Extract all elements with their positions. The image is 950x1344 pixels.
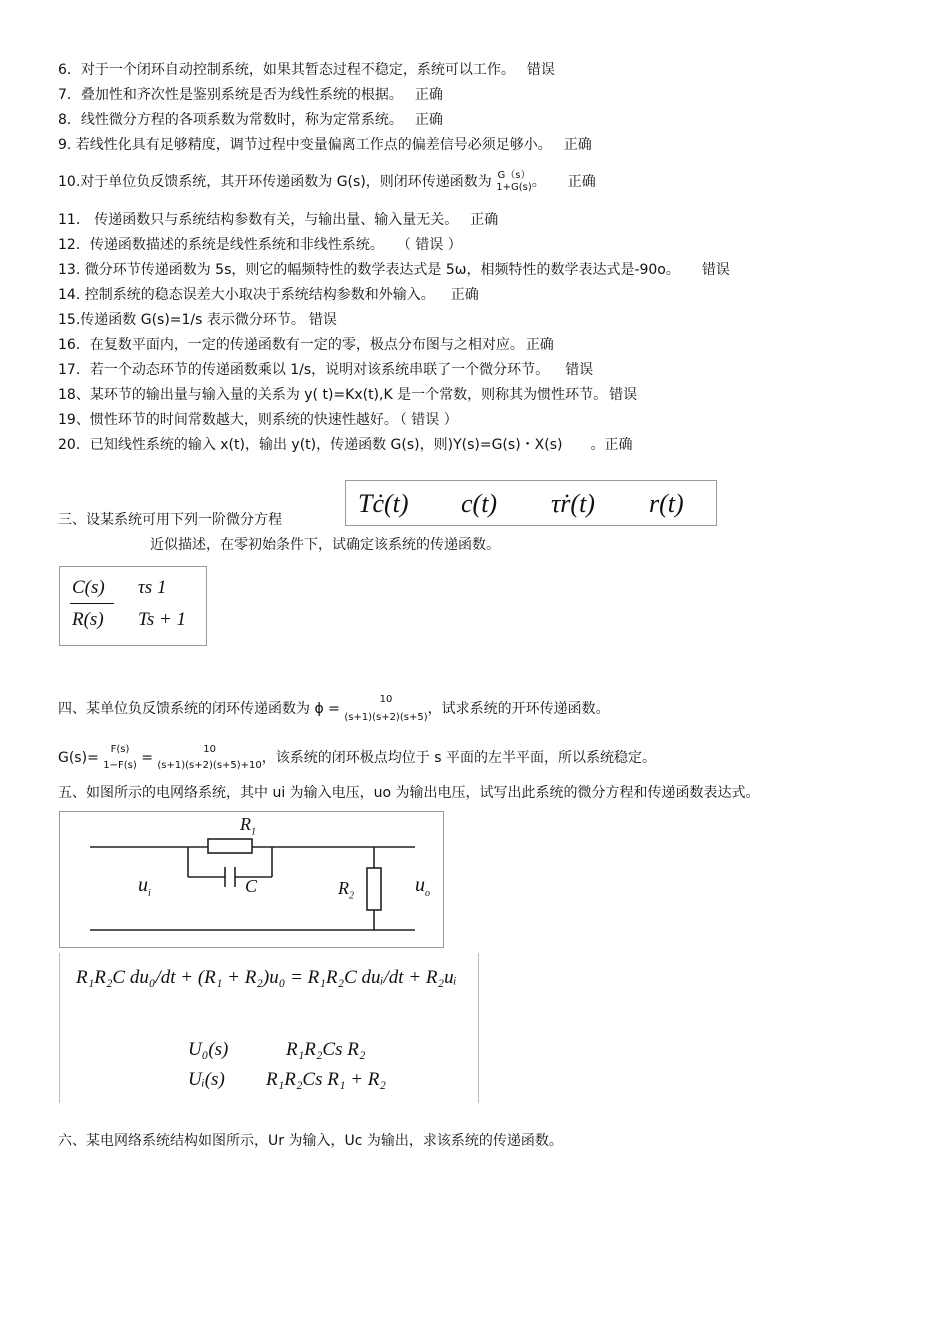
fraction-bar: [70, 603, 114, 604]
item-15: [58, 310, 337, 330]
g-fraction: [103, 744, 137, 772]
tf-bottom-left: Uᵢ(s): [188, 1069, 225, 1090]
item-text: 11． 传递函数只与系统结构参数有关，与输出量、输入量无关。: [58, 212, 459, 228]
q4-line1: [58, 694, 610, 724]
q3-line1: 三、设某系统可用下列一阶微分方程: [58, 512, 282, 528]
fraction-denominator: 1+G(s): [496, 182, 532, 193]
item-answer: 错误: [308, 312, 337, 328]
item-9: [58, 135, 592, 155]
item-text: 7．叠加性和齐次性是鉴别系统是否为线性系统的根据。: [58, 87, 403, 103]
item-text: 12．传递函数描述的系统是线性系统和非线性系统。: [58, 237, 384, 253]
r1-label: $R_1$: [240, 814, 256, 838]
item-answer: 错误: [526, 62, 555, 78]
q3-equation-image: [345, 480, 717, 526]
item-answer: 错误: [609, 387, 638, 403]
item-answer: 正确: [525, 337, 554, 353]
r2-label: $R_2$: [338, 878, 354, 902]
q5-equations-image: [59, 953, 479, 1103]
item-14: [58, 285, 479, 305]
item-text: 15.传递函数 G(s)=1/s 表示微分环节。: [58, 312, 305, 328]
fraction-numerator: G（s）: [497, 170, 531, 181]
item-answer: 错误: [565, 362, 594, 378]
item-text: 14. 控制系统的稳态误差大小取决于系统结构参数和外输入。: [58, 287, 435, 303]
q5-circuit-diagram: [59, 811, 444, 948]
tf-top-right: R₁R₂Cs R₂: [286, 1039, 366, 1060]
item-answer: 错误: [701, 262, 730, 278]
equals-sign: =: [141, 750, 153, 766]
item-12: [58, 235, 462, 255]
fraction-numerator: 10: [203, 744, 216, 755]
g2-fraction: [157, 744, 261, 772]
item-text: 18、某环节的输出量与输入量的关系为 y( t)=Kx(t),K 是一个常数，则称其为惯性环节。: [58, 387, 608, 403]
q4-text-post: ，试求系统的开环传递函数。: [427, 701, 610, 717]
item-text: 16．在复数平面内，一定的传递函数有一定的零，极点分布图与之相对应。: [58, 337, 524, 353]
item-18: [58, 385, 637, 405]
item-text: 6．对于一个闭环自动控制系统，如果其暂态过程不稳定，系统可以工作。: [58, 62, 515, 78]
tf-bottom-left: R(s): [72, 609, 104, 630]
q5-differential-equation: R₁R₂C du₀/dt + (R₁ + R₂)u₀ = R₁R₂C duᵢ/dt + R₂uᵢ: [76, 967, 457, 988]
fraction-numerator: F(s): [110, 744, 130, 755]
item-answer: 正确: [563, 137, 592, 153]
q6-line: 六、某电网络系统结构如图所示，Ur 为输入，Uc 为输出，求该系统的传递函数。: [58, 1133, 563, 1149]
item-8: [58, 110, 443, 130]
item-answer: 。正确: [590, 437, 633, 453]
item-10: [58, 170, 596, 194]
item-text: 13. 微分环节传递函数为 5s，则它的幅频特性的数学表达式是 5ω，相频特性的数学表达式是-90o。: [58, 262, 680, 278]
closed-loop-fraction: [496, 170, 532, 194]
eq-term: τṙ(t): [551, 489, 595, 518]
ui-label: $u_i$: [138, 874, 151, 899]
item-answer: 正确: [470, 212, 499, 228]
q3-line2: 近似描述，在零初始条件下，试确定该系统的传递函数。: [150, 537, 500, 553]
tf-bottom-right: Ts + 1: [138, 609, 187, 630]
item-text: 10.对于单位负反馈系统，其开环传递函数为 G(s)，则闭环传递函数为: [58, 174, 492, 190]
tf-top-right: τs 1: [138, 577, 167, 598]
item-17: [58, 360, 593, 380]
item-answer: 正确: [414, 112, 443, 128]
fraction-numerator: 10: [379, 694, 393, 705]
item-text: 17．若一个动态环节的传递函数乘以 1/s，说明对该系统串联了一个微分环节。: [58, 362, 550, 378]
q3-transfer-function-image: [59, 566, 207, 646]
item-answer: （ 错误 ）: [403, 237, 462, 253]
c-label: C: [245, 876, 258, 896]
item-text: 8．线性微分方程的各项系数为常数时，称为定常系统。: [58, 112, 403, 128]
item-answer: （ 错误 ）: [399, 412, 458, 428]
item-6: [58, 60, 555, 80]
item-answer: 正确: [450, 287, 479, 303]
q4-text-post: ，该系统的闭环极点均位于 s 平面的左半平面，所以系统稳定。: [261, 750, 656, 766]
item-answer: 正确: [414, 87, 443, 103]
q4-text: 四、某单位负反馈系统的闭环传递函数为 ϕ =: [58, 701, 340, 717]
item-7: [58, 85, 443, 105]
item-16: [58, 335, 554, 355]
g-label: G(s)=: [58, 750, 99, 766]
eq-term: r(t): [649, 489, 684, 518]
tf-top-left: U₀(s): [188, 1039, 229, 1060]
item-text: 19、惯性环节的时间常数越大，则系统的快速性越好。: [58, 412, 398, 428]
item-19: [58, 410, 458, 430]
uo-label: $u_o$: [415, 874, 430, 899]
item-20: [58, 435, 632, 455]
fraction-denominator: (s+1)(s+2)(s+5)+10: [157, 760, 262, 771]
item-text: 9. 若线性化具有足够精度，调节过程中变量偏离工作点的偏差信号必须足够小。: [58, 137, 552, 153]
q4-fraction: [344, 694, 427, 724]
item-answer: 正确: [567, 174, 596, 190]
q5-line: 五、如图所示的电网络系统，其中 ui 为输入电压，uo 为输出电压，试写出此系统的微分方程和传递函数表达式。: [58, 785, 760, 801]
item-tail: 。: [531, 174, 546, 190]
eq-term: Tċ(t): [358, 489, 409, 518]
fraction-denominator: (s+1)(s+2)(s+5): [344, 712, 428, 723]
item-11: [58, 210, 498, 230]
tf-bottom-right: R₁R₂Cs R₁ + R₂: [266, 1069, 386, 1090]
item-text: 20．已知线性系统的输入 x(t)，输出 y(t)，传递函数 G(s)，则)Y(s)=G(s)・X(s): [58, 437, 563, 453]
tf-top-left: C(s): [72, 577, 105, 598]
fraction-denominator: 1−F(s): [103, 760, 137, 771]
eq-term: c(t): [461, 489, 498, 518]
q4-line2: [58, 744, 656, 772]
item-13: [58, 260, 730, 280]
